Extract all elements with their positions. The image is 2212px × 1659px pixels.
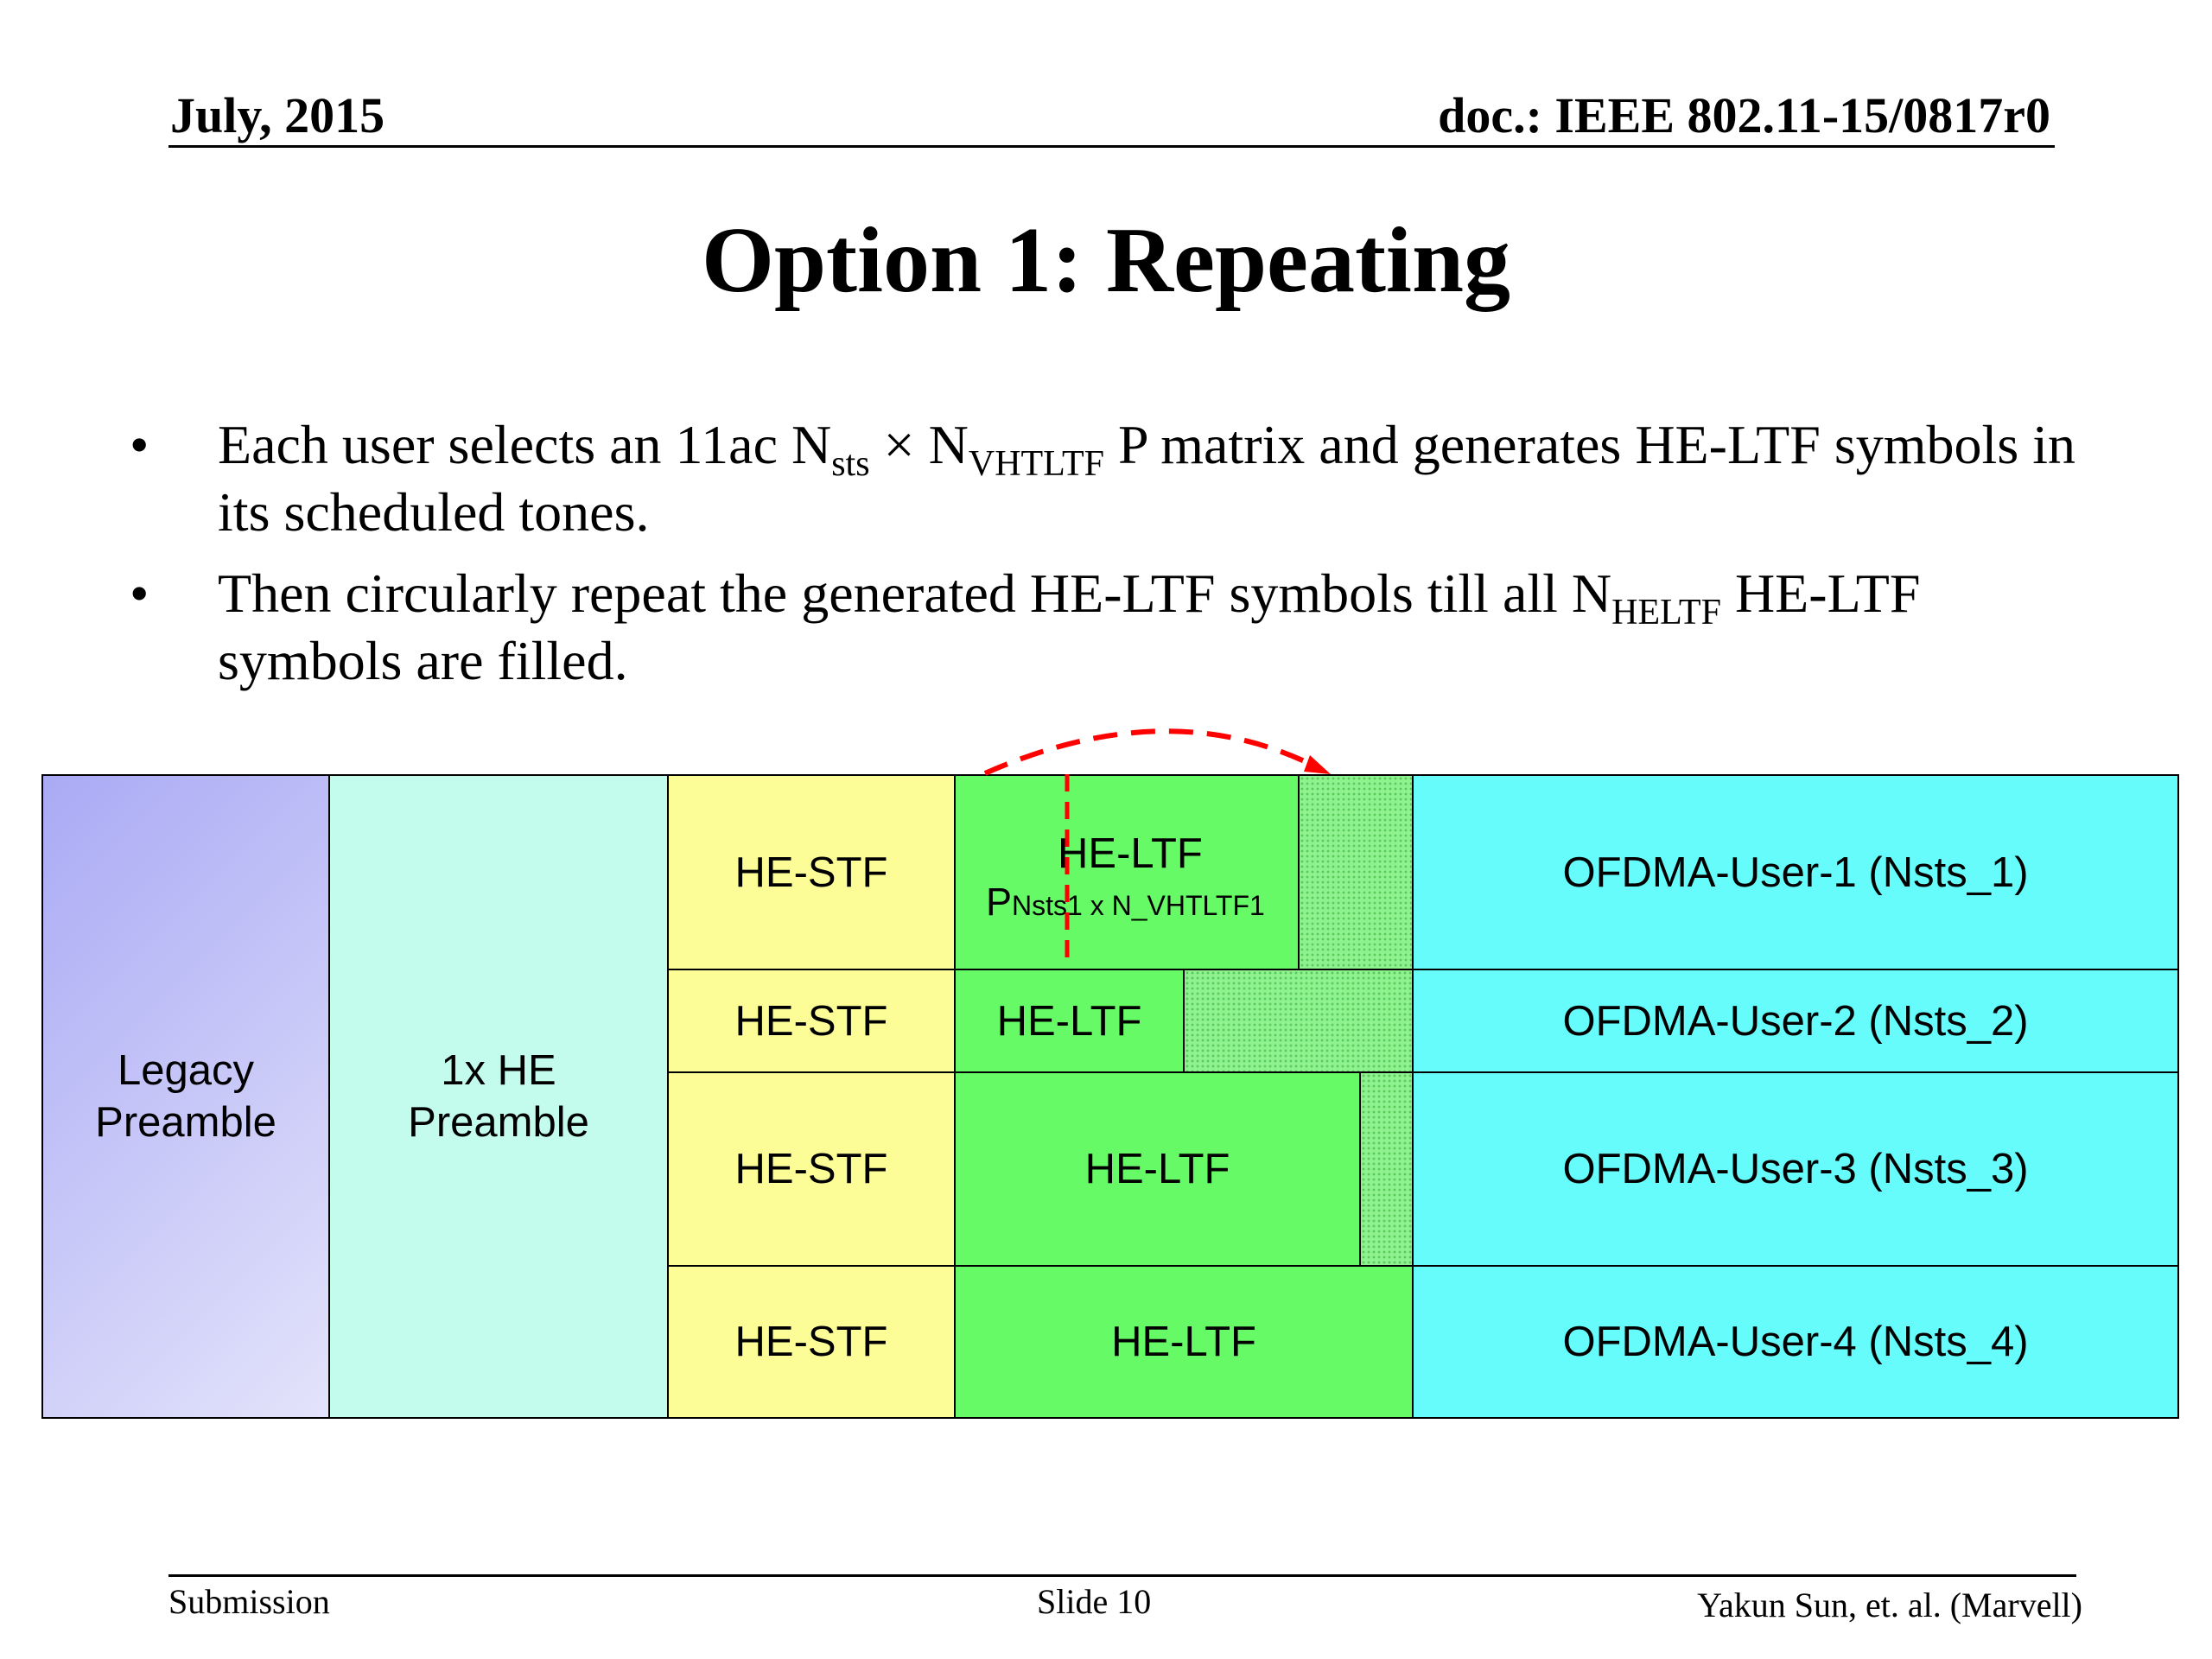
ofdma-user-3-block: OFDMA-User-3 (Nsts_3) [1412,1071,2179,1267]
ofdma-user-1-block: OFDMA-User-1 (Nsts_1) [1412,774,2179,970]
slide-title: Option 1: Repeating [701,209,1511,312]
he-ltf-user-1-label: HE-LTF [1058,830,1203,877]
repeated-ltf-user-3 [1359,1071,1414,1267]
footer-author: Yakun Sun, et. al. (Marvell) [1697,1586,2082,1624]
footer-slide-number: Slide 10 [1037,1582,1152,1621]
bullet-1-text: Each user selects an 11ac $N_{sts} \times N_{VHTLTF}$ P matrix and generates HE-LTF symbols in its scheduled tones. [218,414,2075,543]
p-matrix-label: PNsts1 x N_VHTLTF1 [986,880,1265,924]
repeat-arrow-head [1304,755,1331,774]
bullet-2-dot: • [130,563,149,624]
footer-submission: Submission [168,1582,330,1621]
he-stf-user-3: HE-STF [667,1071,956,1267]
he-stf-user-4: HE-STF [667,1265,956,1419]
ofdma-user-2-block: OFDMA-User-2 (Nsts_2) [1412,969,2179,1073]
repeat-arrow-curve [985,731,1320,773]
header-doc-id: doc.: IEEE 802.11-15/0817r0 [1438,87,2050,143]
bullet-2-text: Then circularly repeat the generated HE-LTF symbols till all $N_{HELTF}$ HE-LTF symbols are filled. [218,563,1921,691]
he-ltf-user-3: HE-LTF [954,1071,1361,1267]
header-date: July, 2015 [170,87,385,143]
footer-divider [168,1574,2076,1577]
ofdma-user-4-block: OFDMA-User-4 (Nsts_4) [1412,1265,2179,1419]
he-ltf-user-4: HE-LTF [954,1265,1414,1419]
repeated-ltf-user-2 [1183,969,1414,1073]
he-ltf-user-1 [954,774,1300,970]
he-stf-user-2: HE-STF [667,969,956,1073]
he-preamble-block: 1x HE Preamble [328,774,669,1419]
bullet-1-dot: • [130,414,149,475]
he-ltf-user-2: HE-LTF [954,969,1185,1073]
he-stf-user-1: HE-STF [667,774,956,970]
repeated-ltf-user-1 [1298,774,1414,970]
legacy-preamble-block: Legacy Preamble [41,774,330,1419]
